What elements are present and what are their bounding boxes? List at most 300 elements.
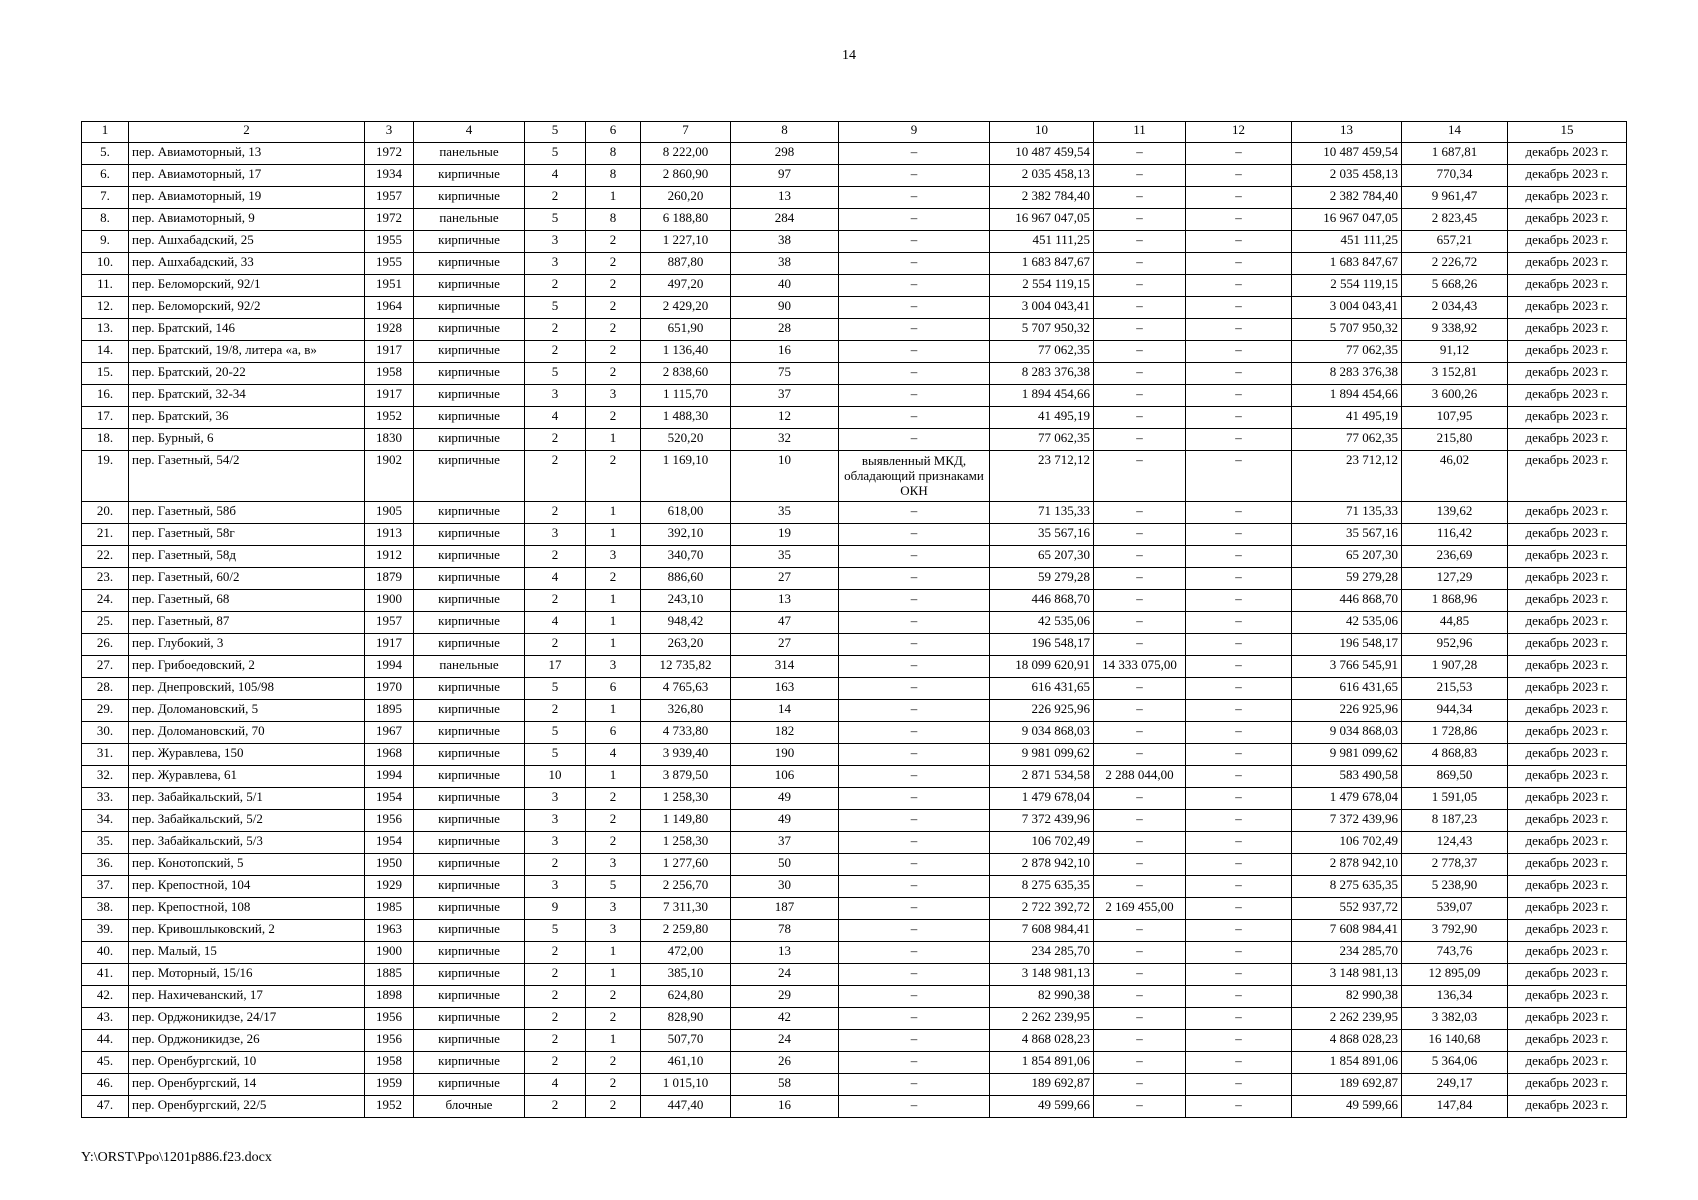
table-row	[82, 920, 1627, 942]
cell-floors: 2	[525, 451, 586, 502]
table-row	[82, 451, 1627, 502]
cell-cost-col12: –	[1186, 656, 1292, 678]
cell-row-number: 44.	[82, 1030, 129, 1052]
cell-cost-per-sqm: 124,43	[1402, 832, 1508, 854]
cell-okn-status: –	[839, 942, 990, 964]
cell-cost-col12: –	[1186, 832, 1292, 854]
cell-row-number: 47.	[82, 1096, 129, 1118]
cell-address: пер. Крепостной, 104	[129, 876, 365, 898]
cell-cost-col11: –	[1094, 451, 1186, 502]
cell-area: 520,20	[641, 429, 731, 451]
cell-cost-col13: 552 937,72	[1292, 898, 1402, 920]
cell-cost-col12: –	[1186, 898, 1292, 920]
cell-cost-col13: 1 854 891,06	[1292, 1052, 1402, 1074]
cell-cost-col13: 2 878 942,10	[1292, 854, 1402, 876]
cell-cost-col13: 42 535,06	[1292, 612, 1402, 634]
table-row	[82, 810, 1627, 832]
table-row	[82, 744, 1627, 766]
cell-entrances: 1	[586, 700, 641, 722]
cell-okn-status: –	[839, 1096, 990, 1118]
cell-year-built: 1917	[365, 341, 414, 363]
cell-cost-col11: –	[1094, 590, 1186, 612]
cell-residents: 106	[731, 766, 839, 788]
cell-deadline: декабрь 2023 г.	[1508, 854, 1627, 876]
cell-cost-col13: 226 925,96	[1292, 700, 1402, 722]
cell-row-number: 38.	[82, 898, 129, 920]
cell-cost-col12: –	[1186, 407, 1292, 429]
cell-year-built: 1968	[365, 744, 414, 766]
cell-year-built: 1994	[365, 766, 414, 788]
cell-entrances: 1	[586, 1030, 641, 1052]
cell-floors: 4	[525, 612, 586, 634]
cell-okn-status: выявленный МКД, обладающий признаками ОКН	[839, 451, 990, 502]
cell-cost-col13: 5 707 950,32	[1292, 319, 1402, 341]
cell-area: 2 256,70	[641, 876, 731, 898]
cell-address: пер. Забайкальский, 5/1	[129, 788, 365, 810]
cell-cost-col11: –	[1094, 920, 1186, 942]
cell-cost-col11: –	[1094, 942, 1186, 964]
cell-residents: 42	[731, 1008, 839, 1030]
cell-entrances: 2	[586, 788, 641, 810]
cell-floors: 2	[525, 854, 586, 876]
cell-cost-col13: 77 062,35	[1292, 429, 1402, 451]
cell-cost-col12: –	[1186, 451, 1292, 502]
cell-entrances: 6	[586, 722, 641, 744]
cell-area: 12 735,82	[641, 656, 731, 678]
cell-wall-material: кирпичные	[414, 1052, 525, 1074]
table-row	[82, 590, 1627, 612]
cell-residents: 284	[731, 209, 839, 231]
cell-row-number: 26.	[82, 634, 129, 656]
cell-address: пер. Братский, 146	[129, 319, 365, 341]
cell-entrances: 3	[586, 854, 641, 876]
cell-cost-col11: –	[1094, 1074, 1186, 1096]
cell-cost-col11: 14 333 075,00	[1094, 656, 1186, 678]
cell-wall-material: кирпичные	[414, 297, 525, 319]
cell-cost-per-sqm: 3 600,26	[1402, 385, 1508, 407]
cell-floors: 9	[525, 898, 586, 920]
cell-wall-material: кирпичные	[414, 810, 525, 832]
cell-cost-col13: 2 262 239,95	[1292, 1008, 1402, 1030]
cell-deadline: декабрь 2023 г.	[1508, 986, 1627, 1008]
cell-okn-status: –	[839, 634, 990, 656]
table-row	[82, 678, 1627, 700]
cell-address: пер. Нахичеванский, 17	[129, 986, 365, 1008]
cell-wall-material: кирпичные	[414, 275, 525, 297]
cell-cost-col12: –	[1186, 165, 1292, 187]
cell-address: пер. Оренбургский, 14	[129, 1074, 365, 1096]
table-row	[82, 656, 1627, 678]
cell-residents: 190	[731, 744, 839, 766]
cell-year-built: 1956	[365, 1008, 414, 1030]
cell-cost-total: 16 967 047,05	[990, 209, 1094, 231]
cell-cost-col11: –	[1094, 546, 1186, 568]
cell-cost-col11: –	[1094, 788, 1186, 810]
cell-cost-col12: –	[1186, 546, 1292, 568]
cell-cost-total: 1 894 454,66	[990, 385, 1094, 407]
cell-wall-material: кирпичные	[414, 231, 525, 253]
cell-cost-col11: –	[1094, 319, 1186, 341]
cell-deadline: декабрь 2023 г.	[1508, 1030, 1627, 1052]
cell-floors: 2	[525, 1008, 586, 1030]
cell-cost-col13: 2 035 458,13	[1292, 165, 1402, 187]
cell-cost-col13: 65 207,30	[1292, 546, 1402, 568]
cell-address: пер. Газетный, 87	[129, 612, 365, 634]
cell-okn-status: –	[839, 363, 990, 385]
cell-residents: 10	[731, 451, 839, 502]
cell-wall-material: панельные	[414, 656, 525, 678]
cell-deadline: декабрь 2023 г.	[1508, 341, 1627, 363]
cell-address: пер. Доломановский, 70	[129, 722, 365, 744]
cell-address: пер. Грибоедовский, 2	[129, 656, 365, 678]
cell-cost-col11: –	[1094, 854, 1186, 876]
column-header-1: 1	[82, 122, 129, 143]
cell-residents: 12	[731, 407, 839, 429]
cell-okn-status: –	[839, 546, 990, 568]
cell-wall-material: кирпичные	[414, 942, 525, 964]
cell-wall-material: кирпичные	[414, 1030, 525, 1052]
cell-address: пер. Малый, 15	[129, 942, 365, 964]
column-header-3: 3	[365, 122, 414, 143]
cell-cost-per-sqm: 5 668,26	[1402, 275, 1508, 297]
cell-cost-col11: –	[1094, 744, 1186, 766]
cell-year-built: 1830	[365, 429, 414, 451]
cell-cost-total: 41 495,19	[990, 407, 1094, 429]
cell-address: пер. Братский, 20-22	[129, 363, 365, 385]
housing-table	[81, 121, 1627, 1118]
table-row	[82, 986, 1627, 1008]
table-row	[82, 209, 1627, 231]
cell-cost-per-sqm: 147,84	[1402, 1096, 1508, 1118]
cell-wall-material: кирпичные	[414, 524, 525, 546]
cell-cost-col12: –	[1186, 231, 1292, 253]
cell-deadline: декабрь 2023 г.	[1508, 546, 1627, 568]
cell-entrances: 1	[586, 634, 641, 656]
cell-address: пер. Авиамоторный, 9	[129, 209, 365, 231]
cell-entrances: 5	[586, 876, 641, 898]
cell-cost-col13: 77 062,35	[1292, 341, 1402, 363]
cell-year-built: 1928	[365, 319, 414, 341]
cell-entrances: 2	[586, 568, 641, 590]
cell-cost-col13: 2 554 119,15	[1292, 275, 1402, 297]
cell-entrances: 2	[586, 451, 641, 502]
cell-cost-col13: 7 372 439,96	[1292, 810, 1402, 832]
cell-residents: 16	[731, 1096, 839, 1118]
cell-address: пер. Конотопский, 5	[129, 854, 365, 876]
table-row	[82, 253, 1627, 275]
cell-cost-total: 1 479 678,04	[990, 788, 1094, 810]
cell-residents: 314	[731, 656, 839, 678]
cell-floors: 10	[525, 766, 586, 788]
cell-address: пер. Беломорский, 92/2	[129, 297, 365, 319]
cell-wall-material: блочные	[414, 1096, 525, 1118]
table-row	[82, 1096, 1627, 1118]
cell-deadline: декабрь 2023 г.	[1508, 898, 1627, 920]
cell-row-number: 33.	[82, 788, 129, 810]
cell-year-built: 1964	[365, 297, 414, 319]
cell-entrances: 2	[586, 275, 641, 297]
cell-cost-total: 35 567,16	[990, 524, 1094, 546]
cell-cost-col13: 16 967 047,05	[1292, 209, 1402, 231]
cell-floors: 4	[525, 165, 586, 187]
cell-year-built: 1972	[365, 209, 414, 231]
cell-cost-per-sqm: 5 238,90	[1402, 876, 1508, 898]
cell-okn-status: –	[839, 920, 990, 942]
cell-okn-status: –	[839, 1074, 990, 1096]
column-header-9: 9	[839, 122, 990, 143]
cell-row-number: 8.	[82, 209, 129, 231]
cell-deadline: декабрь 2023 г.	[1508, 788, 1627, 810]
cell-address: пер. Братский, 36	[129, 407, 365, 429]
cell-cost-col11: 2 169 455,00	[1094, 898, 1186, 920]
cell-cost-col13: 59 279,28	[1292, 568, 1402, 590]
cell-deadline: декабрь 2023 г.	[1508, 942, 1627, 964]
column-header-4: 4	[414, 122, 525, 143]
cell-cost-col12: –	[1186, 363, 1292, 385]
cell-row-number: 45.	[82, 1052, 129, 1074]
cell-cost-total: 1 854 891,06	[990, 1052, 1094, 1074]
cell-wall-material: кирпичные	[414, 407, 525, 429]
cell-row-number: 31.	[82, 744, 129, 766]
cell-year-built: 1972	[365, 143, 414, 165]
cell-deadline: декабрь 2023 г.	[1508, 832, 1627, 854]
cell-okn-status: –	[839, 656, 990, 678]
cell-cost-col12: –	[1186, 744, 1292, 766]
cell-cost-col13: 35 567,16	[1292, 524, 1402, 546]
cell-cost-per-sqm: 3 382,03	[1402, 1008, 1508, 1030]
cell-okn-status: –	[839, 187, 990, 209]
cell-deadline: декабрь 2023 г.	[1508, 1074, 1627, 1096]
cell-okn-status: –	[839, 429, 990, 451]
cell-residents: 24	[731, 964, 839, 986]
cell-cost-per-sqm: 91,12	[1402, 341, 1508, 363]
cell-cost-col11: –	[1094, 700, 1186, 722]
cell-cost-col13: 41 495,19	[1292, 407, 1402, 429]
table-row	[82, 429, 1627, 451]
cell-wall-material: кирпичные	[414, 341, 525, 363]
cell-cost-col12: –	[1186, 876, 1292, 898]
cell-address: пер. Орджоникидзе, 26	[129, 1030, 365, 1052]
cell-cost-per-sqm: 1 907,28	[1402, 656, 1508, 678]
cell-cost-total: 189 692,87	[990, 1074, 1094, 1096]
cell-wall-material: кирпичные	[414, 1074, 525, 1096]
cell-floors: 17	[525, 656, 586, 678]
cell-area: 8 222,00	[641, 143, 731, 165]
cell-cost-per-sqm: 44,85	[1402, 612, 1508, 634]
cell-deadline: декабрь 2023 г.	[1508, 634, 1627, 656]
cell-cost-total: 10 487 459,54	[990, 143, 1094, 165]
cell-entrances: 2	[586, 341, 641, 363]
cell-cost-col11: –	[1094, 363, 1186, 385]
cell-cost-col13: 446 868,70	[1292, 590, 1402, 612]
cell-residents: 32	[731, 429, 839, 451]
cell-cost-per-sqm: 2 823,45	[1402, 209, 1508, 231]
cell-year-built: 1912	[365, 546, 414, 568]
cell-entrances: 2	[586, 407, 641, 429]
cell-entrances: 2	[586, 1052, 641, 1074]
cell-wall-material: панельные	[414, 143, 525, 165]
cell-year-built: 1900	[365, 590, 414, 612]
footer-file-path: Y:\ORST\Ppo\1201p886.f23.docx	[81, 1150, 272, 1165]
cell-wall-material: кирпичные	[414, 876, 525, 898]
cell-area: 472,00	[641, 942, 731, 964]
cell-cost-total: 3 148 981,13	[990, 964, 1094, 986]
cell-area: 3 939,40	[641, 744, 731, 766]
cell-area: 3 879,50	[641, 766, 731, 788]
cell-residents: 37	[731, 385, 839, 407]
cell-address: пер. Глубокий, 3	[129, 634, 365, 656]
column-header-14: 14	[1402, 122, 1508, 143]
cell-year-built: 1900	[365, 942, 414, 964]
cell-okn-status: –	[839, 231, 990, 253]
cell-row-number: 10.	[82, 253, 129, 275]
cell-cost-per-sqm: 3 792,90	[1402, 920, 1508, 942]
cell-row-number: 12.	[82, 297, 129, 319]
cell-cost-col12: –	[1186, 385, 1292, 407]
cell-cost-col12: –	[1186, 920, 1292, 942]
cell-wall-material: кирпичные	[414, 678, 525, 700]
cell-cost-per-sqm: 215,80	[1402, 429, 1508, 451]
cell-entrances: 4	[586, 744, 641, 766]
cell-cost-col12: –	[1186, 143, 1292, 165]
cell-cost-total: 82 990,38	[990, 986, 1094, 1008]
column-header-13: 13	[1292, 122, 1402, 143]
cell-year-built: 1967	[365, 722, 414, 744]
cell-entrances: 8	[586, 165, 641, 187]
column-number-row	[82, 122, 1627, 143]
cell-cost-col13: 196 548,17	[1292, 634, 1402, 656]
column-header-12: 12	[1186, 122, 1292, 143]
cell-okn-status: –	[839, 876, 990, 898]
cell-cost-total: 2 262 239,95	[990, 1008, 1094, 1030]
cell-floors: 3	[525, 876, 586, 898]
cell-wall-material: кирпичные	[414, 165, 525, 187]
cell-cost-col11: –	[1094, 634, 1186, 656]
cell-cost-col11: –	[1094, 810, 1186, 832]
table-row	[82, 700, 1627, 722]
cell-deadline: декабрь 2023 г.	[1508, 964, 1627, 986]
cell-floors: 2	[525, 546, 586, 568]
cell-residents: 78	[731, 920, 839, 942]
cell-okn-status: –	[839, 898, 990, 920]
cell-cost-col12: –	[1186, 341, 1292, 363]
cell-area: 7 311,30	[641, 898, 731, 920]
cell-floors: 5	[525, 143, 586, 165]
table-row	[82, 297, 1627, 319]
cell-address: пер. Газетный, 60/2	[129, 568, 365, 590]
cell-okn-status: –	[839, 612, 990, 634]
cell-okn-status: –	[839, 1030, 990, 1052]
cell-address: пер. Забайкальский, 5/3	[129, 832, 365, 854]
cell-deadline: декабрь 2023 г.	[1508, 700, 1627, 722]
cell-cost-col11: –	[1094, 341, 1186, 363]
cell-entrances: 2	[586, 1008, 641, 1030]
cell-residents: 26	[731, 1052, 839, 1074]
cell-wall-material: кирпичные	[414, 766, 525, 788]
cell-cost-col11: –	[1094, 209, 1186, 231]
cell-wall-material: кирпичные	[414, 964, 525, 986]
page-number: 14	[842, 48, 856, 63]
cell-cost-col11: 2 288 044,00	[1094, 766, 1186, 788]
cell-okn-status: –	[839, 275, 990, 297]
cell-okn-status: –	[839, 407, 990, 429]
cell-cost-per-sqm: 46,02	[1402, 451, 1508, 502]
table-row	[82, 363, 1627, 385]
cell-residents: 187	[731, 898, 839, 920]
cell-deadline: декабрь 2023 г.	[1508, 920, 1627, 942]
cell-cost-per-sqm: 215,53	[1402, 678, 1508, 700]
cell-cost-col12: –	[1186, 678, 1292, 700]
cell-address: пер. Оренбургский, 22/5	[129, 1096, 365, 1118]
cell-address: пер. Братский, 32-34	[129, 385, 365, 407]
cell-entrances: 2	[586, 363, 641, 385]
cell-wall-material: кирпичные	[414, 612, 525, 634]
cell-okn-status: –	[839, 143, 990, 165]
cell-floors: 5	[525, 920, 586, 942]
cell-deadline: декабрь 2023 г.	[1508, 187, 1627, 209]
cell-residents: 35	[731, 502, 839, 524]
cell-residents: 47	[731, 612, 839, 634]
cell-floors: 5	[525, 744, 586, 766]
cell-deadline: декабрь 2023 г.	[1508, 766, 1627, 788]
table-row	[82, 1052, 1627, 1074]
cell-cost-per-sqm: 4 868,83	[1402, 744, 1508, 766]
cell-entrances: 6	[586, 678, 641, 700]
cell-row-number: 27.	[82, 656, 129, 678]
cell-cost-total: 226 925,96	[990, 700, 1094, 722]
cell-floors: 5	[525, 363, 586, 385]
cell-okn-status: –	[839, 766, 990, 788]
cell-cost-per-sqm: 2 778,37	[1402, 854, 1508, 876]
cell-cost-col11: –	[1094, 429, 1186, 451]
cell-area: 497,20	[641, 275, 731, 297]
cell-row-number: 15.	[82, 363, 129, 385]
cell-cost-col11: –	[1094, 1008, 1186, 1030]
table-row	[82, 502, 1627, 524]
cell-cost-col13: 3 148 981,13	[1292, 964, 1402, 986]
cell-year-built: 1954	[365, 788, 414, 810]
cell-entrances: 8	[586, 209, 641, 231]
cell-residents: 163	[731, 678, 839, 700]
cell-entrances: 2	[586, 319, 641, 341]
cell-address: пер. Журавлева, 61	[129, 766, 365, 788]
cell-cost-col12: –	[1186, 568, 1292, 590]
cell-address: пер. Газетный, 58б	[129, 502, 365, 524]
cell-row-number: 13.	[82, 319, 129, 341]
cell-entrances: 3	[586, 920, 641, 942]
cell-cost-col13: 9 034 868,03	[1292, 722, 1402, 744]
cell-cost-col13: 189 692,87	[1292, 1074, 1402, 1096]
cell-okn-status: –	[839, 788, 990, 810]
cell-wall-material: кирпичные	[414, 451, 525, 502]
cell-okn-status: –	[839, 744, 990, 766]
cell-area: 828,90	[641, 1008, 731, 1030]
cell-area: 6 188,80	[641, 209, 731, 231]
cell-cost-total: 2 722 392,72	[990, 898, 1094, 920]
cell-row-number: 7.	[82, 187, 129, 209]
cell-cost-per-sqm: 770,34	[1402, 165, 1508, 187]
cell-floors: 5	[525, 722, 586, 744]
cell-row-number: 5.	[82, 143, 129, 165]
housing-table-container	[81, 121, 1626, 1118]
cell-row-number: 22.	[82, 546, 129, 568]
cell-area: 1 277,60	[641, 854, 731, 876]
cell-entrances: 1	[586, 590, 641, 612]
cell-cost-col12: –	[1186, 942, 1292, 964]
cell-cost-per-sqm: 9 338,92	[1402, 319, 1508, 341]
cell-cost-col12: –	[1186, 297, 1292, 319]
cell-cost-total: 8 275 635,35	[990, 876, 1094, 898]
